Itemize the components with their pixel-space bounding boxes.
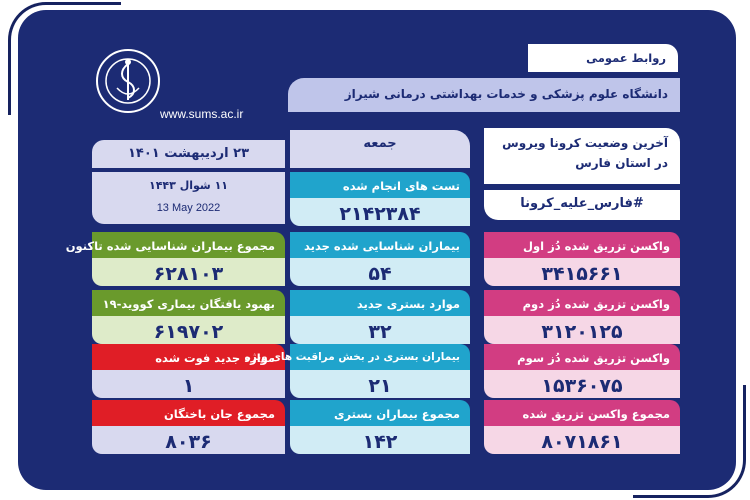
icu-value (290, 370, 470, 398)
dose2-label-text: واکسن تزریق شده دُز دوم (522, 297, 670, 311)
dose1-value (484, 258, 680, 286)
icu-label-text: بیماران بستری در بخش مراقبت های ویژه (244, 351, 460, 363)
total-identified-value-text: ۶۲۸۱۰۳ (153, 263, 224, 285)
public-relations-label (528, 44, 678, 72)
title-line1: آخرین وضعیت کرونا ویروس (502, 136, 668, 150)
dose3-value (484, 370, 680, 398)
total-deaths-label-text: مجموع جان باختگان (163, 407, 275, 421)
day-text: جمعه (363, 136, 397, 151)
total-hospitalized-label-text: مجموع بیماران بستری (333, 407, 460, 421)
total-deaths-value (92, 426, 285, 454)
tests-label-text: تست های انجام شده (342, 179, 460, 193)
hashtag-box[interactable] (484, 190, 680, 220)
university-name-banner (288, 78, 680, 112)
new-deaths-value (92, 370, 285, 398)
dose3-value-text: ۱۵۳۶۰۷۵ (541, 375, 623, 397)
new-hospitalized-value-text: ۳۲ (368, 321, 392, 343)
persian-date-text: ۲۳ اردیبهشت ۱۴۰۱ (127, 146, 250, 161)
title-line2: در استان فارس (575, 156, 668, 170)
total-vaccine-value (484, 426, 680, 454)
total-vaccine-label (484, 400, 680, 426)
dose3-label-text: واکسن تزریق شده دُز سوم (517, 351, 670, 365)
total-vaccine-value-text: ۸۰۷۱۸۶۱ (541, 431, 623, 453)
dose2-label (484, 290, 680, 316)
dose2-value-text: ۳۱۲۰۱۲۵ (541, 321, 623, 343)
date-box (92, 172, 285, 224)
total-hospitalized-value-text: ۱۴۲ (362, 431, 398, 453)
total-hospitalized-value (290, 426, 470, 454)
total-identified-label (65, 232, 285, 258)
icu-value-text: ۲۱ (368, 375, 392, 397)
total-hospitalized-label (290, 400, 470, 426)
dose1-value-text: ۳۴۱۵۶۶۱ (541, 263, 623, 285)
website-url[interactable]: www.sums.ac.ir (160, 107, 244, 121)
day-box (290, 130, 470, 168)
recovered-label-text: بهبود یافتگان بیماری کووید-۱۹ (102, 297, 275, 311)
new-identified-value-text: ۵۴ (368, 263, 392, 285)
total-vaccine-label-text: مجموع واکسن تزریق شده (522, 407, 670, 421)
hijri-date: ۱۱ شوال ۱۴۴۳ (149, 179, 228, 192)
new-hospitalized-label (290, 290, 470, 316)
new-hospitalized-value (290, 316, 470, 344)
new-identified-label-text: بیماران شناسایی شده جدید (304, 239, 460, 253)
dept-text: روابط عمومی (586, 51, 666, 65)
university-text: دانشگاه علوم پزشکی و خدمات بهداشتی درمانی شیراز (344, 87, 668, 101)
university-emblem-icon (95, 48, 161, 114)
dose2-value (484, 316, 680, 344)
dose1-label (484, 232, 680, 258)
recovered-value (92, 316, 285, 344)
tests-value (290, 198, 470, 226)
total-identified-value (92, 258, 285, 286)
total-identified-label-text: مجموع بیماران شناسایی شده تاکنون (65, 239, 275, 253)
new-deaths-label-text: موارد جدید فوت شده (155, 351, 275, 365)
recovered-label (92, 290, 285, 316)
gregorian-date: 13 May 2022 (156, 202, 221, 214)
icu-label (244, 344, 470, 370)
new-hospitalized-label-text: موارد بستری جدید (356, 297, 460, 311)
dose3-label (484, 344, 680, 370)
new-identified-value (290, 258, 470, 286)
recovered-value-text: ۶۱۹۷۰۲ (153, 321, 224, 343)
title-box (484, 128, 680, 184)
dose1-label-text: واکسن تزریق شده دُز اول (523, 239, 670, 253)
new-deaths-value-text: ۱ (182, 375, 195, 397)
persian-date-bar (92, 140, 285, 168)
new-identified-label (290, 232, 470, 258)
tests-label (290, 172, 470, 198)
total-deaths-label (92, 400, 285, 426)
tests-value-text: ۲۱۴۲۳۸۴ (339, 203, 421, 225)
total-deaths-value-text: ۸۰۳۶ (165, 431, 212, 453)
hashtag-text: #فارس_علیه_کرونا (520, 196, 644, 211)
